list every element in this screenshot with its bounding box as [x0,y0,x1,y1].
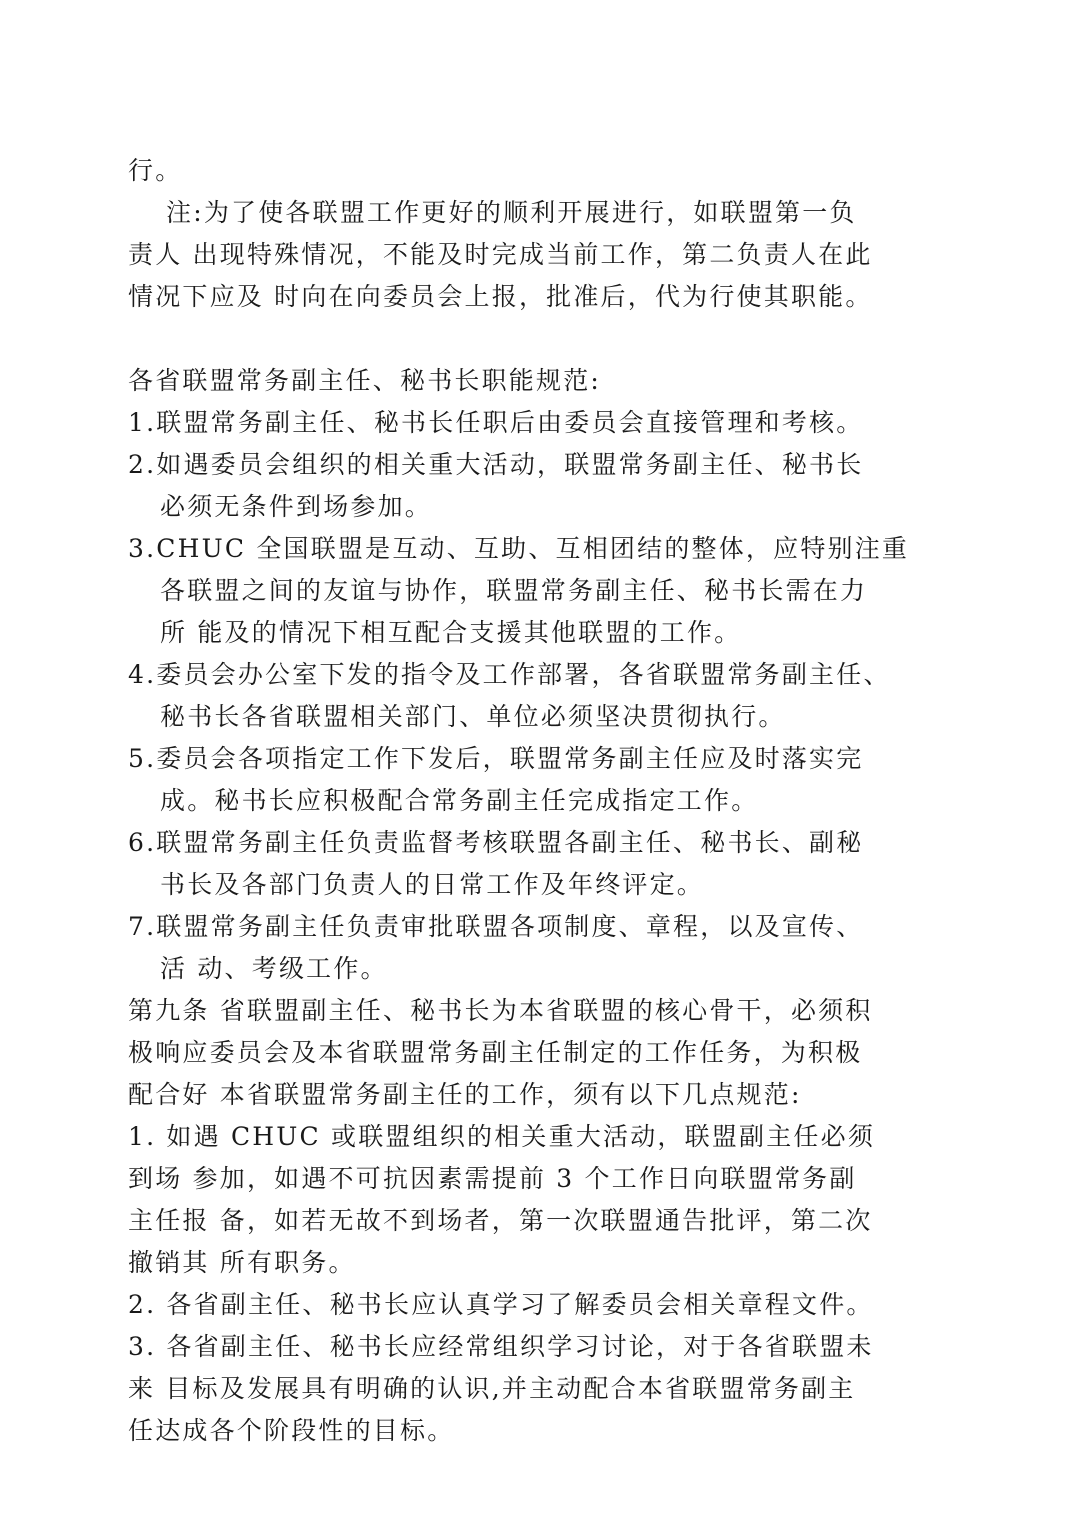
list-item [128,738,928,822]
list-item-line: 3.CHUC 全国联盟是互动、互助、互相团结的整体，应特别注重 [128,534,910,563]
article-line: 极响应委员会及本省联盟常务副主任制定的工作任务，为积极 [128,1038,863,1067]
article-line: 主任报 备，如若无故不到场者，第一次联盟通告批评，第二次 [128,1206,873,1235]
list-item-line: 4.委员会办公室下发的指令及工作部署，各省联盟常务副主任、 [128,660,891,689]
list-item-line: 必须无条件到场参加。 [160,492,433,521]
list-item [128,444,928,528]
text-line: 行。 [128,156,183,185]
article-line: 任达成各个阶段性的目标。 [128,1416,455,1445]
list-item-line: 5.委员会各项指定工作下发后，联盟常务副主任应及时落实完 [128,744,864,773]
list-item-line: 所 能及的情况下相互配合支援其他联盟的工作。 [160,618,742,647]
list-item-line: 书长及各部门负责人的日常工作及年终评定。 [160,870,705,899]
note-paragraph-line: 情况下应及 时向在向委员会上报，批准后，代为行使其职能。 [128,282,873,311]
note-paragraph-line: 注:为了使各联盟工作更好的顺利开展进行，如联盟第一负 [166,198,857,227]
article-line: 2. 各省副主任、秘书长应认真学习了解委员会相关章程文件。 [128,1290,874,1319]
list-item-line: 1.联盟常务副主任、秘书长任职后由委员会直接管理和考核。 [128,408,864,437]
article-line: 1. 如遇 CHUC 或联盟组织的相关重大活动，联盟副主任必须 [128,1122,876,1151]
list-item [128,528,928,654]
list-item [128,654,928,738]
article-line: 撤销其 所有职务。 [128,1248,356,1277]
article-line: 第九条 省联盟副主任、秘书长为本省联盟的核心骨干，必须积 [128,996,873,1025]
list-item [128,402,928,444]
article-line: 配合好 本省联盟常务副主任的工作，须有以下几点规范: [128,1080,802,1109]
article-line: 来 目标及发展具有明确的认识,并主动配合本省联盟常务副主 [128,1374,856,1403]
article-line: 3. 各省副主任、秘书长应经常组织学习讨论，对于各省联盟未 [128,1332,874,1361]
list-item-line: 2.如遇委员会组织的相关重大活动，联盟常务副主任、秘书长 [128,450,864,479]
list-item-line: 7.联盟常务副主任负责审批联盟各项制度、章程，以及宣传、 [128,912,864,941]
article-nine [128,990,928,1452]
list-item [128,822,928,906]
note-paragraph-line: 责人 出现特殊情况，不能及时完成当前工作，第二负责人在此 [128,240,873,269]
section-title: 各省联盟常务副主任、秘书长职能规范: [128,366,602,395]
article-line: 到场 参加，如遇不可抗因素需提前 3 个工作日向联盟常务副 [128,1164,857,1193]
list-item-line: 秘书长各省联盟相关部门、单位必须坚决贯彻执行。 [160,702,786,731]
list-item-line: 各联盟之间的友谊与协作，联盟常务副主任、秘书长需在力 [160,576,868,605]
list-item [128,906,928,990]
list-item-line: 活 动、考级工作。 [160,954,388,983]
paragraph-gap [128,318,928,360]
list-item-line: 6.联盟常务副主任负责监督考核联盟各副主任、秘书长、副秘 [128,828,864,857]
document-body [128,150,928,1452]
list-item-line: 成。秘书长应积极配合常务副主任完成指定工作。 [160,786,759,815]
